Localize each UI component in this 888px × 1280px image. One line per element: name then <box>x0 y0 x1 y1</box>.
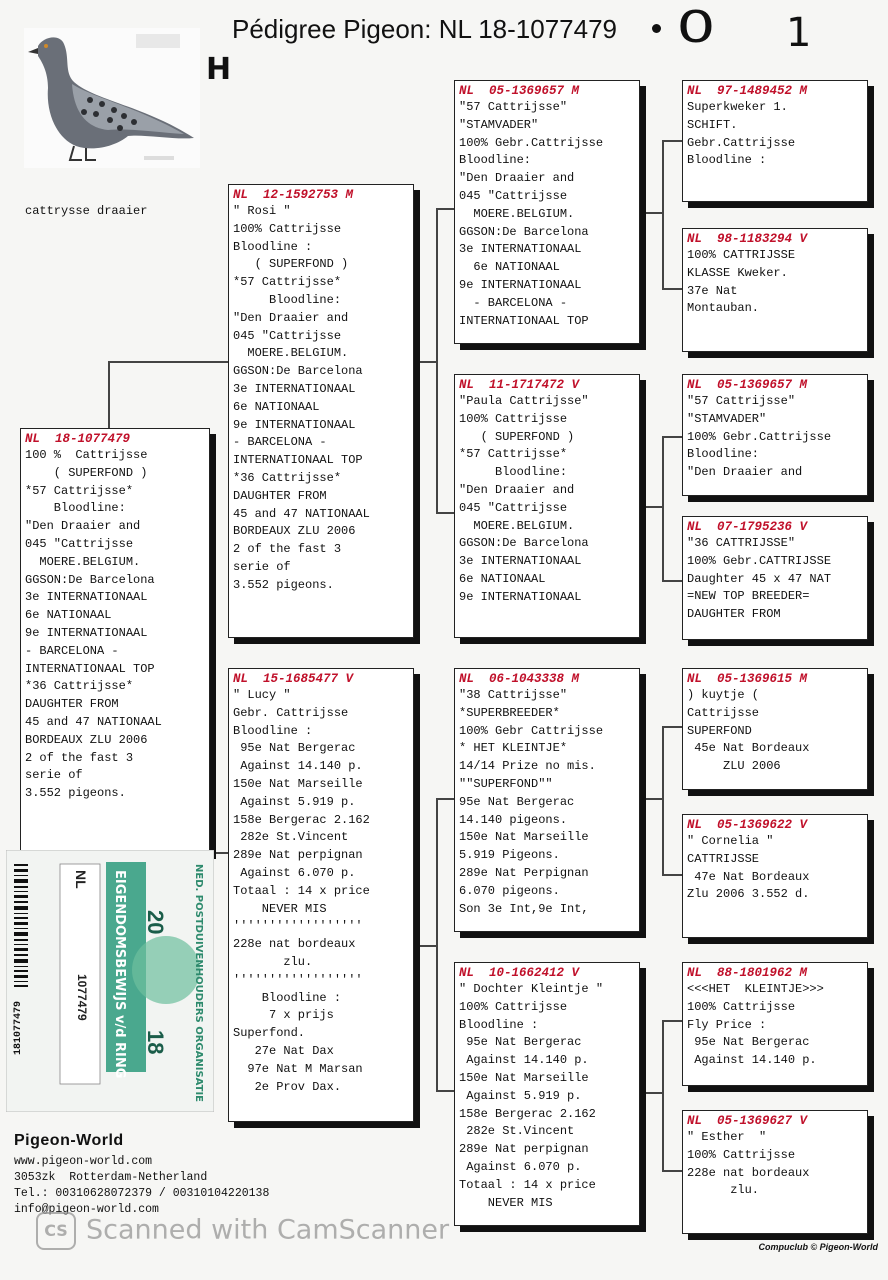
pedigree-box-mfm <box>682 814 868 938</box>
pedigree-line: INTERNATIONAAL TOP <box>233 453 363 468</box>
footer-credit: Compuclub © Pigeon-World <box>758 1242 878 1252</box>
pedigree-line: Bloodline: <box>687 447 760 462</box>
pedigree-line: - BARCELONA - <box>233 435 327 450</box>
connector-line <box>640 798 662 800</box>
pedigree-line: 045 "Cattrijsse <box>233 328 342 343</box>
pedigree-line: MOERE.BELGIUM. <box>25 554 141 569</box>
pedigree-line: - BARCELONA - <box>459 295 568 310</box>
ring-card-org: NED. POSTDUIVENHOUDERS ORGANISATIE <box>193 864 204 1102</box>
pedigree-line: MOERE.BELGIUM. <box>459 206 575 221</box>
connector-line <box>436 1090 454 1092</box>
pedigree-line: Bloodline: <box>233 292 342 307</box>
pedigree-line: 97e Nat M Marsan <box>233 1061 363 1076</box>
pedigree-line: "Den Draaier and <box>25 519 141 534</box>
pedigree-line: GGSON:De Barcelona <box>233 364 363 379</box>
pedigree-box-ffm <box>682 228 868 352</box>
pedigree-line: KLASSE Kweker. <box>687 265 788 280</box>
pedigree-line: 9e INTERNATIONAAL <box>25 625 148 640</box>
pedigree-line: Bloodline : <box>459 1017 539 1032</box>
pedigree-line: Gebr.Cattrijsse <box>687 135 796 150</box>
pedigree-line: ZLU 2006 <box>687 759 781 774</box>
pedigree-box-mmm <box>682 1110 868 1234</box>
pedigree-line: * HET KLEINTJE* <box>459 741 568 756</box>
pedigree-line: 289e Nat perpignan <box>233 848 363 863</box>
pedigree-line: MOERE.BELGIUM. <box>459 518 575 533</box>
pedigree-line: 14.140 pigeons. <box>459 812 568 827</box>
pedigree-line: zlu. <box>233 954 313 969</box>
pedigree-line: GGSON:De Barcelona <box>459 224 589 239</box>
pedigree-box-mother <box>228 668 414 1122</box>
ring-number: NL 07-1795236 V <box>687 520 808 534</box>
ring-number: NL 88-1801962 M <box>687 966 808 980</box>
watermark-text: Scanned with CamScanner <box>86 1214 450 1246</box>
pedigree-line: "Den Draaier and <box>459 482 575 497</box>
pedigree-line: Bloodline: <box>459 153 532 168</box>
pedigree-line: Totaal : 14 x price <box>459 1177 596 1192</box>
pedigree-line: 158e Bergerac 2.162 <box>233 812 370 827</box>
connector-line <box>436 798 438 1092</box>
ring-number: NL 05-1369657 M <box>459 84 580 98</box>
pedigree-line: ( SUPERFOND ) <box>233 257 349 272</box>
pedigree-line: INTERNATIONAAL TOP <box>459 313 589 328</box>
connector-line <box>662 1170 682 1172</box>
connector-line <box>414 361 436 363</box>
ring-number: NL 05-1369657 M <box>687 378 808 392</box>
pedigree-box-fmm <box>682 516 868 640</box>
pedigree-line: " Rosi " <box>233 204 291 218</box>
ring-card-type: EIGENDOMSBEWIJS v/d RING <box>112 870 127 1079</box>
pigeon-icon <box>24 28 200 168</box>
pedigree-line: 3.552 pigeons. <box>25 786 126 801</box>
pedigree-line: *SUPERBREEDER* <box>459 705 560 720</box>
handwritten-zero: 0 <box>676 2 716 53</box>
ring-number: NL 97-1489452 M <box>687 84 808 98</box>
pedigree-line: 282e St.Vincent <box>459 1124 575 1139</box>
pedigree-line: Bloodline: <box>25 501 126 516</box>
pedigree-line: DAUGHTER FROM <box>25 697 119 712</box>
handwritten-one: 1 <box>786 10 812 56</box>
pedigree-line: Fly Price : <box>687 1017 767 1032</box>
pedigree-line: 6e NATIONAAL <box>459 571 546 586</box>
pedigree-box-mmf <box>682 962 868 1086</box>
pedigree-line: 45e Nat Bordeaux <box>687 741 810 756</box>
connector-line <box>662 288 682 290</box>
ring-number: NL 06-1043338 M <box>459 672 580 686</box>
pedigree-line: 3e INTERNATIONAAL <box>25 590 148 605</box>
ring-number: NL 05-1369622 V <box>687 818 808 832</box>
pedigree-line: 3e INTERNATIONAAL <box>233 381 356 396</box>
pedigree-line: 95e Nat Bergerac <box>687 1035 810 1050</box>
pedigree-box-fff <box>682 80 868 202</box>
pedigree-line: 150e Nat Marseille <box>233 776 363 791</box>
ring-number: NL 98-1183294 V <box>687 232 808 246</box>
pedigree-line: =NEW TOP BREEDER= <box>687 589 810 604</box>
pedigree-box-father <box>228 184 414 638</box>
pedigree-line: DAUGHTER FROM <box>233 488 327 503</box>
ring-number: NL 15-1685477 V <box>233 672 354 686</box>
bullet-mark <box>652 24 661 33</box>
pedigree-line: Against 14.140 p. <box>687 1053 817 1068</box>
pedigree-line: BORDEAUX ZLU 2006 <box>233 524 356 539</box>
pedigree-line: 100% Cattrijsse <box>459 411 568 426</box>
pedigree-line: Superkweker 1. <box>687 100 788 114</box>
pedigree-line: Cattrijsse <box>687 705 760 720</box>
pedigree-line: 100% Gebr.Cattrijsse <box>687 429 832 444</box>
ring-ownership-card <box>6 850 214 1112</box>
pedigree-line: *57 Cattrijsse* <box>233 275 342 290</box>
ring-number: NL 12-1592753 M <box>233 188 354 202</box>
pedigree-line: 45 and 47 NATIONAAL <box>25 714 162 729</box>
page-title: Pédigree Pigeon: NL 18-1077479 <box>232 14 617 44</box>
pedigree-line: INTERNATIONAAL TOP <box>25 661 155 676</box>
ring-card-year-bottom: 18 <box>143 1030 168 1055</box>
pedigree-line: NEVER MIS <box>233 901 327 916</box>
pedigree-line: " Cornelia " <box>687 834 774 848</box>
pedigree-line: 100% Gebr Cattrijsse <box>459 723 604 738</box>
footer-website[interactable]: www.pigeon-world.com <box>14 1155 153 1168</box>
pedigree-line: SUPERFOND <box>687 723 752 738</box>
connector-line <box>640 506 662 508</box>
pedigree-line: Against 6.070 p. <box>233 865 356 880</box>
pedigree-line: "38 Cattrijsse" <box>459 688 568 702</box>
pedigree-line: 9e INTERNATIONAAL <box>459 277 582 292</box>
pedigree-line: Montauban. <box>687 301 760 316</box>
pedigree-box-fmf <box>682 374 868 496</box>
ring-number: NL 11-1717472 V <box>459 378 580 392</box>
pedigree-line: "STAMVADER" <box>687 411 767 426</box>
pedigree-line: 100 % Cattrijsse <box>25 448 148 462</box>
pedigree-line: ( SUPERFOND ) <box>459 429 575 444</box>
pedigree-line: BORDEAUX ZLU 2006 <box>25 732 148 747</box>
pedigree-line: 6e NATIONAAL <box>459 260 560 275</box>
connector-line <box>662 140 664 290</box>
pedigree-line: 045 "Cattrijsse <box>25 536 134 551</box>
pedigree-line: *57 Cattrijsse* <box>459 447 568 462</box>
footer-brand: Pigeon-World <box>14 1132 124 1149</box>
pedigree-line: Bloodline : <box>233 990 342 1005</box>
pedigree-line: Son 3e Int,9e Int, <box>459 901 589 916</box>
connector-line <box>436 512 454 514</box>
pedigree-line: "57 Cattrijsse" <box>687 394 796 408</box>
connector-line <box>436 798 454 800</box>
pedigree-line: serie of <box>233 559 291 574</box>
pedigree-line: NEVER MIS <box>459 1195 553 1210</box>
pedigree-line: Gebr. Cattrijsse <box>233 705 349 720</box>
pedigree-line: CATTRIJSSE <box>687 851 760 866</box>
pedigree-line: "Den Draaier and <box>687 465 803 480</box>
pedigree-box-subject <box>20 428 210 853</box>
pedigree-line: 2 of the fast 3 <box>233 542 342 557</box>
pedigree-line: ""SUPERFOND"" <box>459 776 553 791</box>
pedigree-line: 228e nat bordeaux <box>687 1165 810 1180</box>
pedigree-line: 47e Nat Bordeaux <box>687 869 810 884</box>
pedigree-line: Against 14.140 p. <box>233 759 363 774</box>
pedigree-line: GGSON:De Barcelona <box>25 572 155 587</box>
pedigree-line: 95e Nat Bergerac <box>459 794 575 809</box>
pedigree-line: MOERE.BELGIUM. <box>233 346 349 361</box>
pedigree-line: - BARCELONA - <box>25 643 119 658</box>
pedigree-line: GGSON:De Barcelona <box>459 536 589 551</box>
ring-card-country: NL <box>73 870 89 889</box>
pedigree-line: 6.070 pigeons. <box>459 883 560 898</box>
pedigree-line: 7 x prijs <box>233 1008 334 1023</box>
footer-address: 3053zk Rotterdam-Netherland <box>14 1171 208 1184</box>
footer-phone: Tel.: 00310628072379 / 00310104220138 <box>14 1187 270 1200</box>
handwritten-h: H <box>206 52 232 87</box>
pedigree-line: Daughter 45 x 47 NAT <box>687 571 832 586</box>
pedigree-line: 045 "Cattrijsse <box>459 500 568 515</box>
photo-caption: cattrysse draaier <box>25 204 148 218</box>
footer-email[interactable]: info@pigeon-world.com <box>14 1203 159 1216</box>
pedigree-line: " Dochter Kleintje " <box>459 982 604 996</box>
pedigree-line: 37e Nat <box>687 283 738 298</box>
connector-line <box>640 212 662 214</box>
pedigree-line: 289e Nat perpignan <box>459 1142 589 1157</box>
pedigree-line: ( SUPERFOND ) <box>25 465 148 480</box>
pedigree-line: 6e NATIONAAL <box>25 608 112 623</box>
pedigree-line: 3e INTERNATIONAAL <box>459 554 582 569</box>
pedigree-line: 100% Cattrijsse <box>233 221 342 236</box>
camscanner-watermark <box>36 1212 449 1250</box>
pedigree-line: 158e Bergerac 2.162 <box>459 1106 596 1121</box>
connector-line <box>108 361 230 363</box>
pedigree-line: Bloodline : <box>687 153 767 168</box>
barcode-number: 181077479 <box>13 1000 24 1055</box>
footer <box>14 1132 269 1218</box>
pedigree-line: 100% CATTRIJSSE <box>687 248 796 262</box>
pedigree-line: 100% Cattrijsse <box>687 999 796 1014</box>
pedigree-line: 100% Cattrijsse <box>687 1147 796 1162</box>
connector-line <box>662 1020 682 1022</box>
pedigree-line: 9e INTERNATIONAAL <box>233 417 356 432</box>
ring-number: NL 05-1369627 V <box>687 1114 808 1128</box>
pedigree-line: "Den Draaier and <box>233 310 349 325</box>
connector-line <box>108 361 110 428</box>
pedigree-line: SCHIFT. <box>687 117 738 132</box>
pedigree-line: 2e Prov Dax. <box>233 1079 342 1094</box>
pedigree-box-mff <box>682 668 868 790</box>
pedigree-line: Against 5.919 p. <box>233 794 356 809</box>
pedigree-line: '''''''''''''''''' <box>233 919 363 934</box>
connector-line <box>662 436 664 582</box>
ring-number: NL 10-1662412 V <box>459 966 580 980</box>
pedigree-line: 6e NATIONAAL <box>233 399 320 414</box>
pedigree-line: Bloodline : <box>233 723 313 738</box>
pedigree-line: 228e nat bordeaux <box>233 937 356 952</box>
pedigree-line: 2 of the fast 3 <box>25 750 134 765</box>
pedigree-line: "Paula Cattrijsse" <box>459 394 589 408</box>
ring-card-number: 1077479 <box>75 974 89 1021</box>
connector-line <box>662 1020 664 1172</box>
pedigree-line: Superfond. <box>233 1026 306 1041</box>
connector-line <box>662 580 682 582</box>
pedigree-line: 289e Nat Perpignan <box>459 865 589 880</box>
pedigree-line: Bloodline : <box>233 239 313 254</box>
pedigree-line: 045 "Cattrijsse <box>459 188 568 203</box>
connector-line <box>640 1092 662 1094</box>
connector-line <box>436 208 454 210</box>
pedigree-line: Totaal : 14 x price <box>233 883 370 898</box>
pedigree-line: ) kuytje ( <box>687 688 760 702</box>
connector-line <box>436 208 438 514</box>
pedigree-line: "36 CATTRIJSSE" <box>687 536 796 550</box>
pedigree-line: "57 Cattrijsse" <box>459 100 568 114</box>
connector-line <box>662 436 682 438</box>
pedigree-line: Bloodline: <box>459 465 568 480</box>
pedigree-line: 3e INTERNATIONAAL <box>459 242 582 257</box>
pedigree-line: <<<HET KLEINTJE>>> <box>687 982 824 996</box>
pedigree-line: "Den Draaier and <box>459 171 575 186</box>
pedigree-line: "STAMVADER" <box>459 117 539 132</box>
ring-card-year-top: 20 <box>143 910 168 935</box>
pedigree-line: '''''''''''''''''' <box>233 972 363 987</box>
pedigree-line: 14/14 Prize no mis. <box>459 759 596 774</box>
pedigree-line: Zlu 2006 3.552 d. <box>687 887 810 902</box>
pedigree-line: *36 Cattrijsse* <box>233 470 342 485</box>
pigeon-photo <box>24 28 200 168</box>
ring-number: NL 05-1369615 M <box>687 672 808 686</box>
pedigree-box-ff <box>454 80 640 344</box>
pedigree-line: Against 6.070 p. <box>459 1159 582 1174</box>
connector-line <box>662 140 682 142</box>
pedigree-line: 150e Nat Marseille <box>459 830 589 845</box>
pedigree-line: 100% Cattrijsse <box>459 999 568 1014</box>
pedigree-line: 5.919 Pigeons. <box>459 848 560 863</box>
pedigree-line: 9e INTERNATIONAAL <box>459 589 582 604</box>
connector-line <box>662 726 682 728</box>
pedigree-line: DAUGHTER FROM <box>687 607 781 622</box>
pedigree-line: *36 Cattrijsse* <box>25 679 134 694</box>
pedigree-line: *57 Cattrijsse* <box>25 483 134 498</box>
pedigree-box-mf <box>454 668 640 932</box>
pedigree-line: serie of <box>25 768 83 783</box>
pedigree-line: 95e Nat Bergerac <box>233 741 356 756</box>
pedigree-box-fm <box>454 374 640 638</box>
pedigree-line: 95e Nat Bergerac <box>459 1035 582 1050</box>
pedigree-box-mm <box>454 962 640 1226</box>
pedigree-line: Against 5.919 p. <box>459 1088 582 1103</box>
camscanner-logo-icon: CS <box>36 1212 76 1250</box>
pedigree-line: zlu. <box>687 1183 760 1198</box>
pedigree-line: Against 14.140 p. <box>459 1053 589 1068</box>
pedigree-line: 45 and 47 NATIONAAL <box>233 506 370 521</box>
connector-line <box>414 945 436 947</box>
pedigree-line: 100% Gebr.CATTRIJSSE <box>687 553 832 568</box>
connector-line <box>662 874 682 876</box>
pedigree-line: 150e Nat Marseille <box>459 1070 589 1085</box>
pedigree-line: 282e St.Vincent <box>233 830 349 845</box>
pedigree-line: 27e Nat Dax <box>233 1043 334 1058</box>
pedigree-line: 100% Gebr.Cattrijsse <box>459 135 604 150</box>
pedigree-line: " Esther " <box>687 1130 767 1144</box>
ring-number: NL 18-1077479 <box>25 432 131 446</box>
pedigree-line: 3.552 pigeons. <box>233 577 334 592</box>
connector-line <box>662 726 664 876</box>
pedigree-line: " Lucy " <box>233 688 291 702</box>
